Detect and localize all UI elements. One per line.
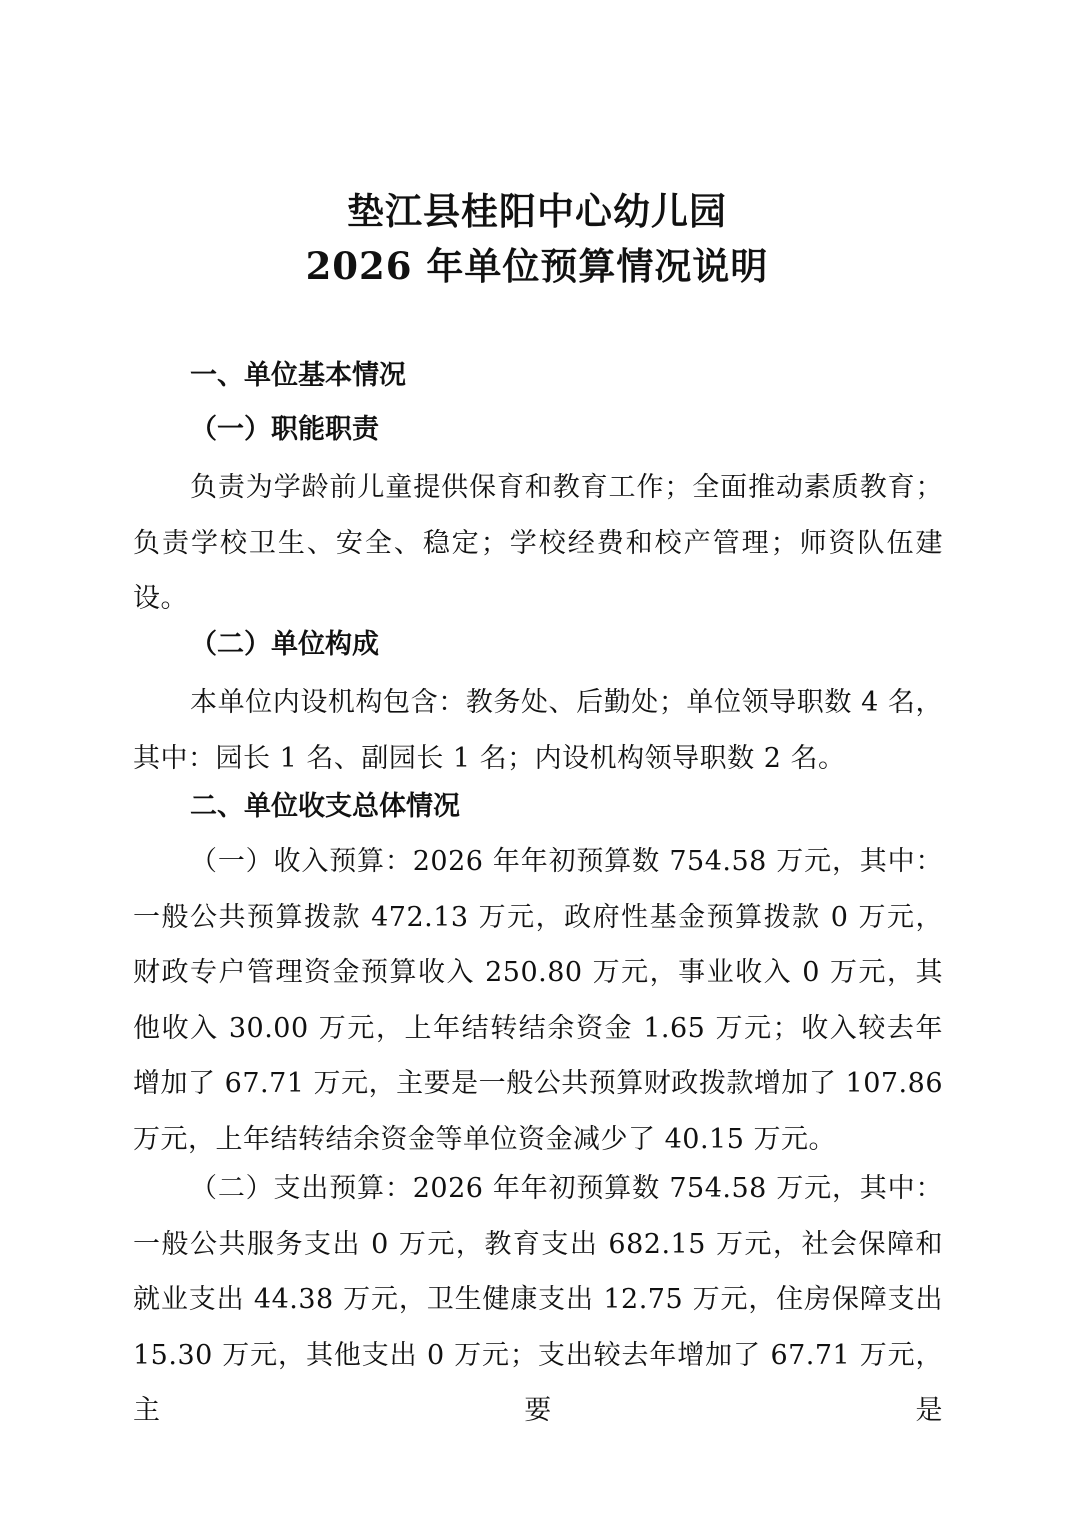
paragraph-composition: 本单位内设机构包含：教务处、后勤处；单位领导职数 4 名，其中：园长 1 名、副园长 1 名；内设机构领导职数 2 名。 bbox=[133, 687, 943, 774]
paragraph-duties: 负责为学龄前儿童提供保育和教育工作；全面推动素质教育；负责学校卫生、安全、稳定；学校经费和校产管理；师资队伍建设。 bbox=[133, 472, 943, 614]
subsection-heading-composition: （二）单位构成 bbox=[190, 629, 379, 660]
subsection-heading-duties: （一）职能职责 bbox=[190, 414, 379, 445]
document-title: 垫江县桂阳中心幼儿园 bbox=[347, 189, 727, 233]
paragraph-expense-budget: （二）支出预算：2026 年年初预算数 754.58 万元，其中：一般公共服务支出 0 万元，教育支出 682.15 万元，社会保障和就业支出 44.38 万元，卫生健康支出 12.75 万元，住房保障支出 15.30 万元，其他支出 0 万元；支出较去年增加了 67.71 万元，主要是 bbox=[133, 1173, 943, 1426]
section-heading-budget-overview: 二、单位收支总体情况 bbox=[190, 791, 460, 822]
section-heading-basic-info: 一、单位基本情况 bbox=[190, 360, 406, 391]
paragraph-income-budget: （一）收入预算：2026 年年初预算数 754.58 万元，其中：一般公共预算拨款 472.13 万元，政府性基金预算拨款 0 万元，财政专户管理资金预算收入 250.80 万元，事业收入 0 万元，其他收入 30.00 万元，上年结转结余资金 1.65 万元；收入较去年增加了 67.71 万元，主要是一般公共预算财政拨款增加了 107.86 万元，上年结转结余资金等单位资金减少了 40.15 万元。 bbox=[133, 846, 943, 1155]
document-subtitle: 2026 年单位预算情况说明 bbox=[305, 244, 769, 288]
